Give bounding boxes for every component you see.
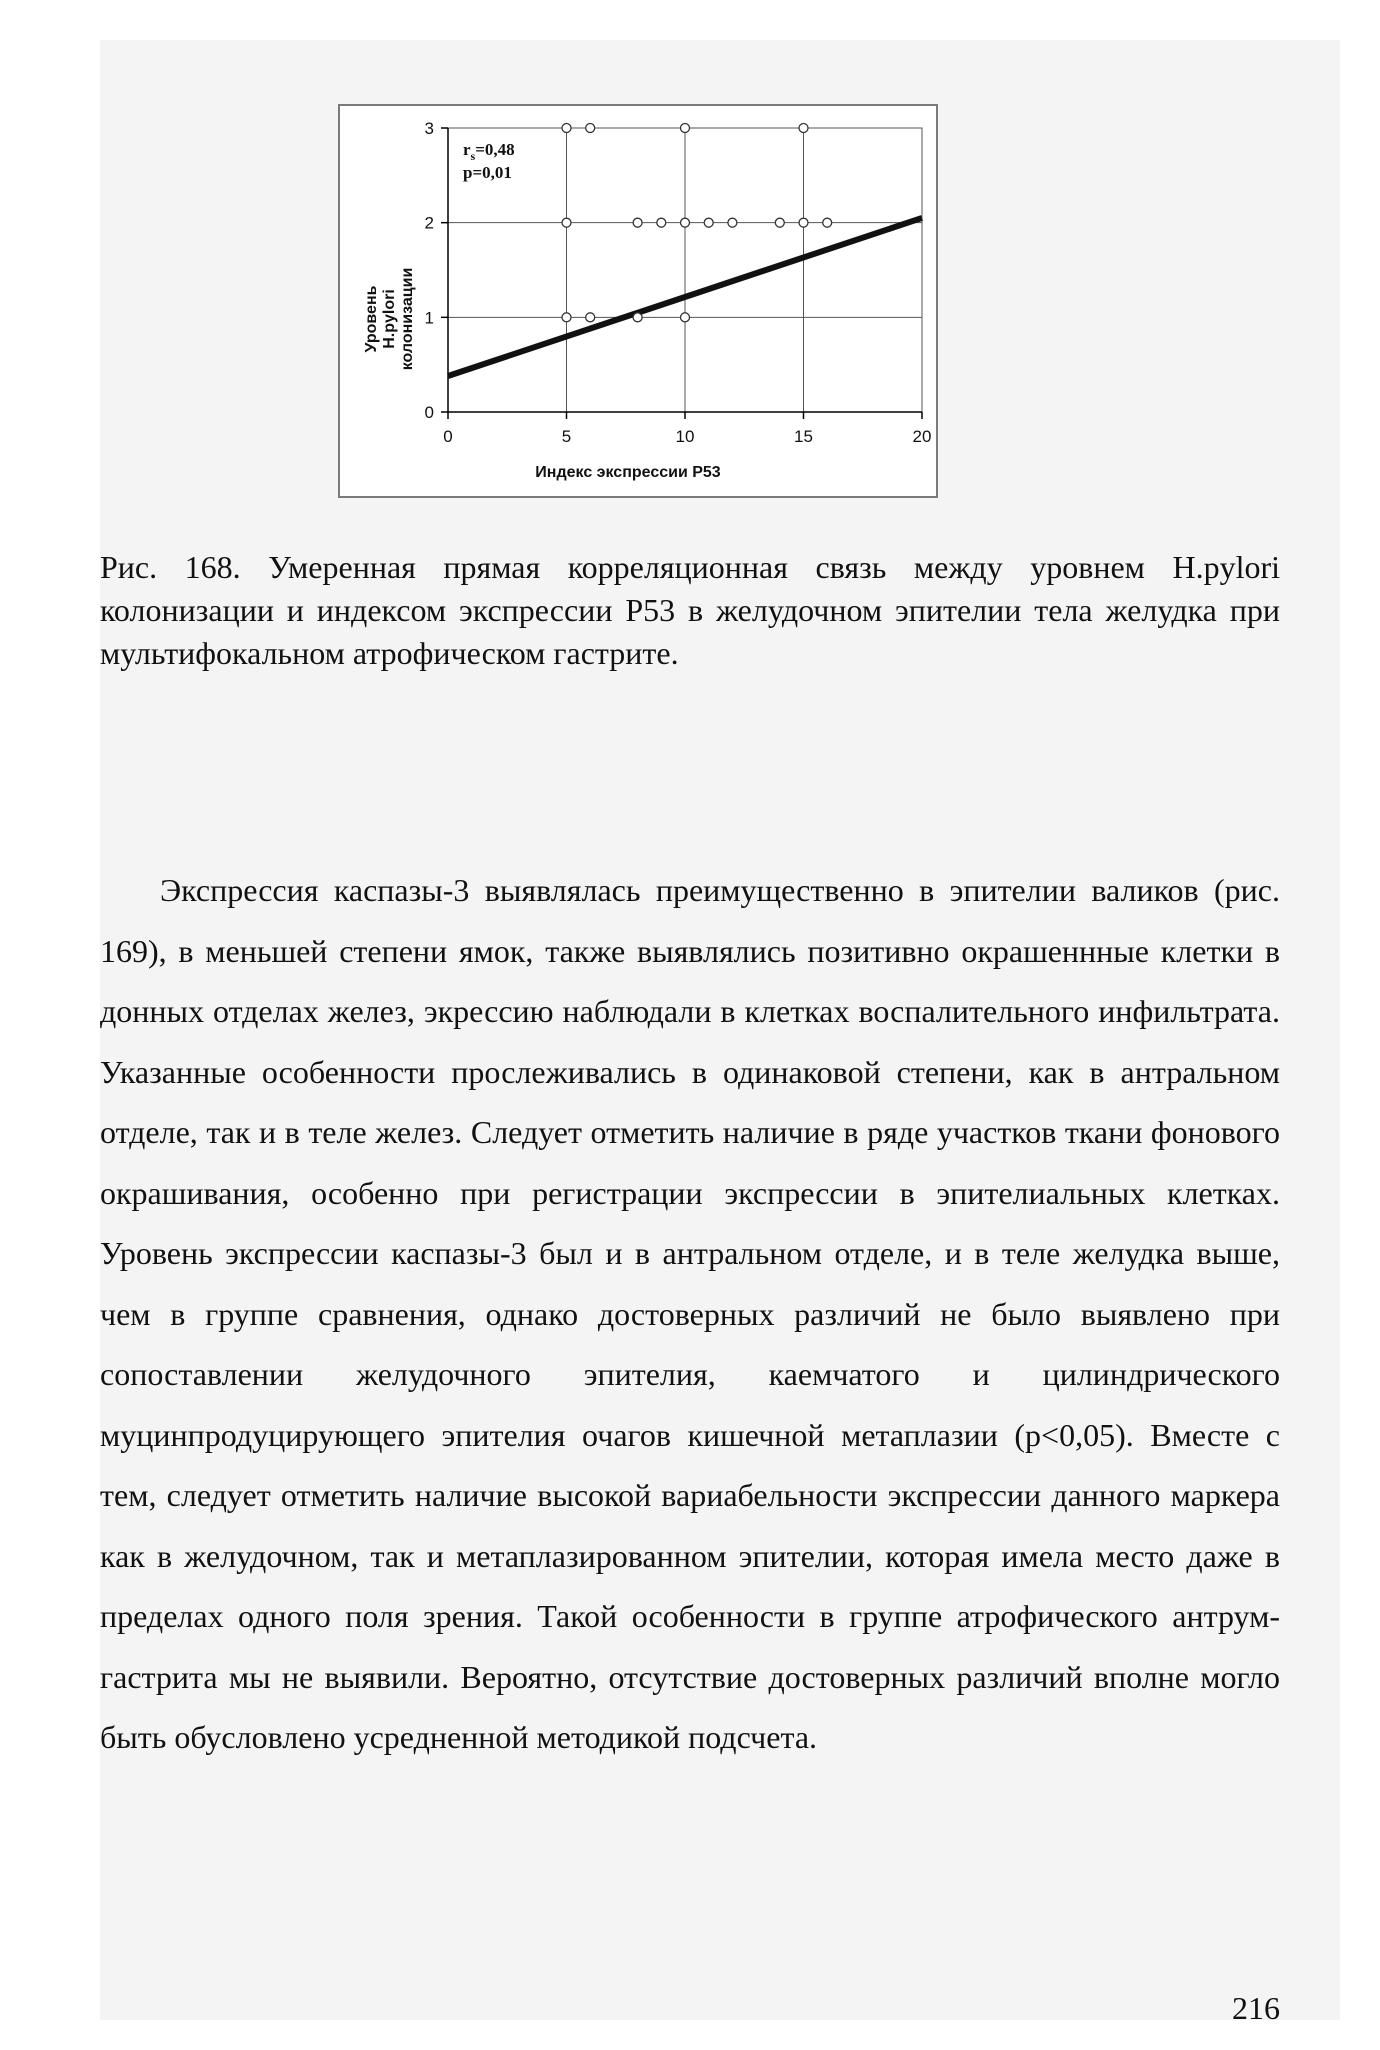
page-number: 216 <box>1232 1990 1280 2026</box>
y-tick-label: 3 <box>424 119 434 138</box>
chart-axes <box>441 128 922 419</box>
y-axis-title-line-2: H.pylori <box>381 289 398 349</box>
x-tick-label: 5 <box>561 427 572 446</box>
chart-grid <box>448 128 922 412</box>
data-point <box>681 313 690 322</box>
data-point <box>562 218 571 227</box>
correlation-coefficient: $r_s=0,48$ <box>463 140 515 163</box>
body-paragraph <box>100 860 1280 1768</box>
data-point <box>633 313 642 322</box>
data-point <box>799 218 808 227</box>
y-tick-label: 1 <box>424 308 434 328</box>
data-point <box>562 124 571 133</box>
figure-caption: Рис. 168. Умеренная прямая корреляционная связь между уровнем H.pylori колонизации и индексом экспрессии Р53 в желудочном эпителии тела желудка при мультифокальном атрофическом гастрите. <box>100 549 1280 671</box>
y-tick-label: 0 <box>424 403 434 422</box>
data-point <box>704 218 713 227</box>
chart-labels <box>363 140 721 481</box>
x-tick-label: 15 <box>794 427 813 446</box>
x-axis-title: Индекс экспрессии Р53 <box>535 464 721 481</box>
data-point <box>775 218 784 227</box>
data-point <box>799 124 808 133</box>
data-point <box>633 218 642 227</box>
y-axis-title-line-1: Уровень <box>363 285 380 353</box>
x-tick-label: 10 <box>675 427 695 446</box>
x-tick-label: 20 <box>912 427 932 446</box>
body-paragraph-text: Экспрессия каспазы-3 выявлялась преимущественно в эпителии валиков (рис. 169), в меньшей степени ямок, также выявлялись позитивно окрашеннные клетки в донных отделах желез, экресcию наблюдали в клетках воспалительного инфильтрата. Указанные особенности прослеживались в одинаковой степени, как в антральном отделе, так и в теле желез. Следует отметить наличие в ряде участков ткани фонового окрашивания, особенно при регистрации экспрессии в эпителиальных клетках. Уровень экспрессии каспазы-3 был и в антральном отделе, и в теле желудка выше, чем в группе сравнения, однако достоверных различий не было выявлено при сопоставлении желудочного эпителия, каемчатого и цилиндрического муцинпродуцирующего эпителия очагов кишечной метаплазии (р<0,05). Вместе с тем, следует отметить наличие высокой вариабельности экспрессии данного маркера как в желудочном, так и метаплазированном эпителии, которая имела место даже в пределах одного поля зрения. Такой особенности в группе атрофического антрум-гастрита мы не выявили. Вероятно, отсутствие достоверных различий вполне могло быть обусловлено усредненной методикой подсчета. <box>100 872 1280 1755</box>
data-point <box>681 218 690 227</box>
data-point <box>681 124 690 133</box>
x-tick-label: 0 <box>443 427 453 446</box>
data-point <box>586 313 595 322</box>
data-point <box>728 218 737 227</box>
y-tick-label: 2 <box>424 213 434 233</box>
data-point <box>586 124 595 133</box>
y-axis-title-line-3: колонизации <box>399 267 416 371</box>
data-point <box>823 218 832 227</box>
scatter-chart <box>338 104 938 498</box>
p-value: р=0,01 <box>463 163 512 182</box>
data-point <box>562 313 571 322</box>
data-point <box>657 218 666 227</box>
